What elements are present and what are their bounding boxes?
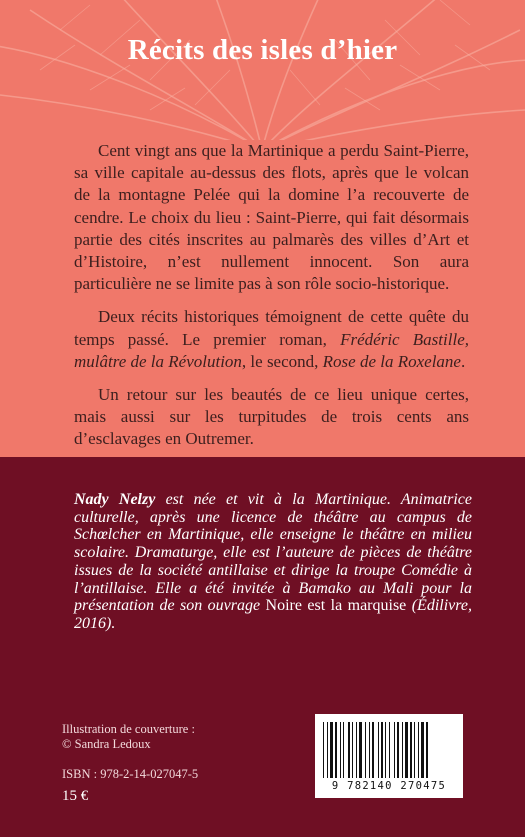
barcode-digits: 9 782140 270475 — [331, 780, 447, 792]
book-title: Récits des isles d’hier — [127, 34, 398, 66]
barcode — [315, 714, 463, 798]
blurb-text: , le second, — [241, 351, 323, 371]
blurb-paragraph: Un retour sur les beautés de ce lieu unique certes, mais aussi sur les turpitudes de trois cents ans d’esclavages en Outremer. — [74, 385, 469, 449]
credit-label: Illustration de couverture : — [62, 722, 195, 736]
credit-author: © Sandra Ledoux — [62, 737, 151, 751]
book-reference: Noire est la marquise — [260, 597, 412, 615]
author-bio — [74, 491, 472, 633]
isbn: ISBN : 978-2-14-027047-5 — [62, 767, 199, 781]
barcode-icon — [319, 720, 459, 780]
blurb-paragraph: Cent vingt ans que la Martinique a perdu Saint-Pierre, sa ville capitale au-dessus des flots, après que le volcan de la montagne Pelée qui la domine l’a recouverte de cendre. Le choix du lieu : Saint-Pierre, qui fait désormais partie des cités inscrites au palmarès des villes d’Art et d’Histoire, n’est nullement innocent. Son aura particulière ne se limite pas à son rôle socio-historique. — [74, 141, 469, 294]
author-name: Nady Nelzy — [74, 491, 156, 508]
blurb — [74, 140, 469, 462]
blurb-paragraph — [74, 306, 469, 373]
novel-title: Frédéric Bastille, mulâtre de la Révolution — [74, 329, 469, 371]
blurb-text: . — [460, 351, 466, 371]
blurb-text: Deux récits historiques témoignent de cette quête du temps passé. Le premier roman, — [74, 307, 469, 349]
bio-text: est née et vit à la Martinique. Animatrice culturelle, après une licence de théâtre au campus de Schœlcher en Martinique, elle enseigne le théâtre en milieu scolaire. Dramaturge, elle est l’auteure de pièces de théâtre issues de la société antillaise et dirige la troupe Comédie à l’antillaise. Elle a été invitée à Bamako au Mali pour la présentation de son ouvrage — [74, 491, 472, 615]
novel-title: Rose de la Roxelane — [322, 351, 461, 371]
price: 15 € — [62, 788, 89, 804]
bio-text: (Édilivre, 2016). — [74, 597, 472, 632]
illustration-credit — [62, 722, 195, 752]
palm-leaf-icon — [0, 0, 525, 140]
